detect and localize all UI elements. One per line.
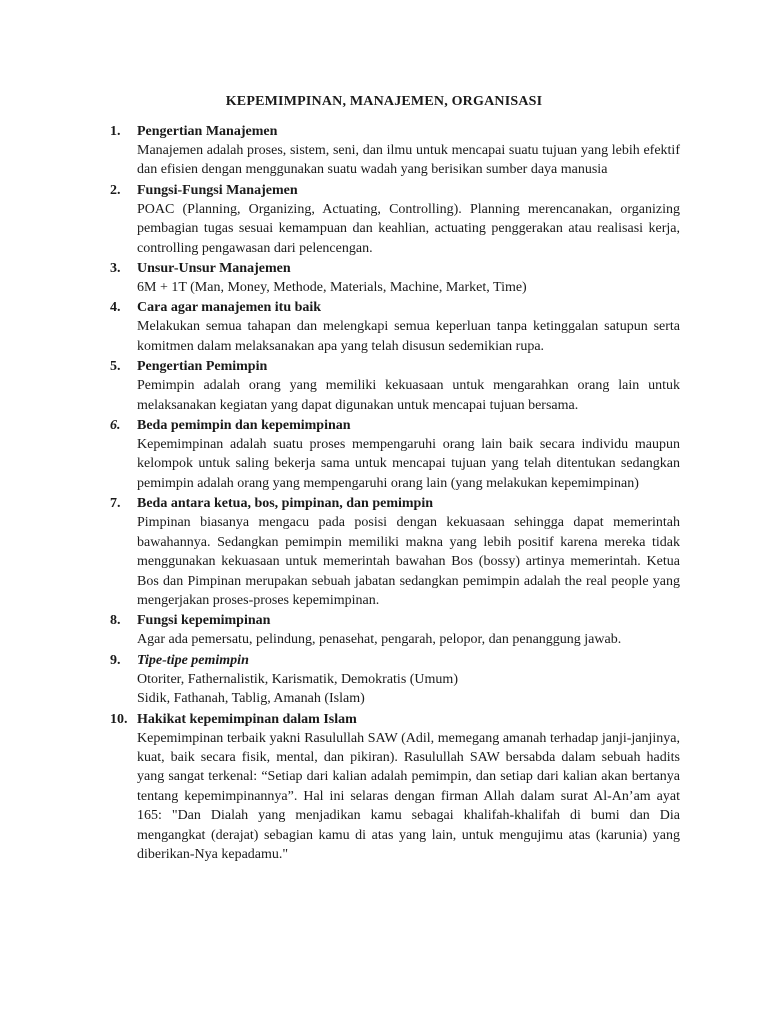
item-heading bbox=[110, 710, 680, 729]
item-heading bbox=[110, 494, 680, 513]
item-number: 2. bbox=[110, 182, 121, 198]
item-body bbox=[137, 513, 680, 610]
item-number: 9. bbox=[110, 652, 121, 668]
list-item bbox=[110, 357, 680, 415]
list-item bbox=[110, 494, 680, 610]
item-heading bbox=[110, 651, 680, 670]
list-item bbox=[110, 259, 680, 297]
item-paragraph: POAC (Planning, Organizing, Actuating, Controlling). Planning merencanakan, organizing pembagian tugas sesuai kemampuan dan keahlian, actuating penggerakan atau realisasi kerja, controlling pengawasan dari pelencengan. bbox=[137, 201, 680, 256]
item-body bbox=[137, 200, 680, 258]
item-heading bbox=[110, 298, 680, 317]
item-paragraph: Pemimpin adalah orang yang memiliki kekuasaan untuk mengarahkan orang lain untuk melaksanakan kegiatan yang dapat digunakan untuk mencapai tujuan bersama. bbox=[137, 378, 680, 413]
item-body bbox=[137, 729, 680, 865]
item-number: 5. bbox=[110, 359, 121, 375]
list-item bbox=[110, 651, 680, 709]
item-body bbox=[137, 376, 680, 415]
item-paragraph: Kepemimpinan adalah suatu proses mempengaruhi orang lain baik secara individu maupun kelompok untuk saling bekerja sama untuk mencapai tujuan yang telah ditentukan sedangkan pemimpin adalah orang yang mempengaruhi orang lain (yang melakukan kepemimpinan) bbox=[137, 437, 680, 491]
item-number: 4. bbox=[110, 300, 121, 316]
item-body bbox=[137, 141, 680, 180]
item-heading-text: Hakikat kepemimpinan dalam Islam bbox=[137, 711, 357, 727]
item-heading-text: Pengertian Pemimpin bbox=[137, 359, 268, 375]
item-paragraph: 6M + 1T (Man, Money, Methode, Materials, Machine, Market, Time) bbox=[137, 280, 527, 296]
item-paragraph: Sidik, Fathanah, Tablig, Amanah (Islam) bbox=[137, 691, 365, 707]
item-paragraph: Manajemen adalah proses, sistem, seni, dan ilmu untuk mencapai suatu tujuan yang lebih efektif dan efisien dengan menggunakan suatu wadah yang berisikan sumber daya manusia bbox=[137, 143, 680, 178]
item-heading bbox=[110, 259, 680, 278]
item-heading-text: Tipe-tipe pemimpin bbox=[137, 652, 249, 668]
item-paragraph: Otoriter, Fathernalistik, Karismatik, Demokratis (Umum) bbox=[137, 671, 458, 687]
item-paragraph: Pimpinan biasanya mengacu pada posisi dengan kekuasaan sehingga dapat memerintah bawahannya. Sedangkan pemimpin memiliki makna yang lebih positif karena mereka tidak menggunakan kekuasaan untuk memerintah bawahan Bos (bossy) artinya memerintah. Ketua Bos dan Pimpinan merupakan sebuah jabatan sedangkan pemimpin adalah the real people yang mengerjakan proses-proses kepemimpinan. bbox=[137, 515, 680, 608]
list-item bbox=[110, 181, 680, 258]
item-heading-text: Cara agar manajemen itu baik bbox=[137, 300, 322, 316]
item-body bbox=[137, 278, 680, 297]
item-heading bbox=[110, 357, 680, 376]
item-number: 10. bbox=[110, 711, 128, 727]
item-heading-text: Beda antara ketua, bos, pimpinan, dan pemimpin bbox=[137, 496, 434, 512]
list-item bbox=[110, 416, 680, 493]
item-paragraph: Agar ada pemersatu, pelindung, penasehat, pengarah, pelopor, dan penanggung jawab. bbox=[137, 632, 622, 648]
item-heading-text: Pengertian Manajemen bbox=[137, 124, 278, 139]
item-body bbox=[137, 670, 680, 709]
item-number: 3. bbox=[110, 261, 121, 277]
list-item bbox=[110, 298, 680, 356]
item-heading-text: Fungsi kepemimpinan bbox=[137, 613, 271, 629]
list-item bbox=[110, 710, 680, 865]
item-body bbox=[137, 317, 680, 356]
item-number: 8. bbox=[110, 613, 121, 629]
item-number: 7. bbox=[110, 496, 121, 512]
item-heading-text: Unsur-Unsur Manajemen bbox=[137, 261, 291, 277]
item-heading-text: Beda pemimpin dan kepemimpinan bbox=[137, 418, 351, 434]
item-paragraph: Kepemimpinan terbaik yakni Rasulullah SAW (Adil, memegang amanah terhadap janji-janjinya, kuat, baik secara fisik, mental, dan pikiran). Rasulullah SAW bersabda dalam sebuah hadits yang sangat terkenal: “Setiap dari kalian adalah pemimpin, dan setiap dari kalian akan bertanya tentang kepemimpinannya”. Hal ini selaras dengan firman Allah dalam surat Al-An’am ayat 165: "Dan Dialah yang menjadikan kamu sebagai khalifah-khalifah di bumi dan Dia mengangkat (derajat) sebagian kamu di atas yang lain, untuk mengujimu atas (karunia) yang diberikan-Nya kepadamu." bbox=[137, 730, 680, 862]
item-heading bbox=[110, 122, 680, 141]
item-number: 1. bbox=[110, 124, 121, 139]
item-number: 6. bbox=[110, 418, 121, 434]
item-heading bbox=[110, 416, 680, 435]
list-item bbox=[110, 122, 680, 180]
item-paragraph: Melakukan semua tahapan dan melengkapi semua keperluan tanpa ketinggalan satupun serta komitmen dalam melaksanakan apa yang telah disusun sedemikian rupa. bbox=[137, 319, 680, 354]
item-body bbox=[137, 630, 680, 649]
item-heading-text: Fungsi-Fungsi Manajemen bbox=[137, 182, 298, 198]
document-title: KEPEMIMPINAN, MANAJEMEN, ORGANISASI bbox=[225, 94, 543, 109]
item-heading bbox=[110, 181, 680, 200]
item-heading bbox=[110, 611, 680, 630]
numbered-list bbox=[110, 122, 680, 865]
item-body bbox=[137, 435, 680, 493]
list-item bbox=[110, 611, 680, 649]
